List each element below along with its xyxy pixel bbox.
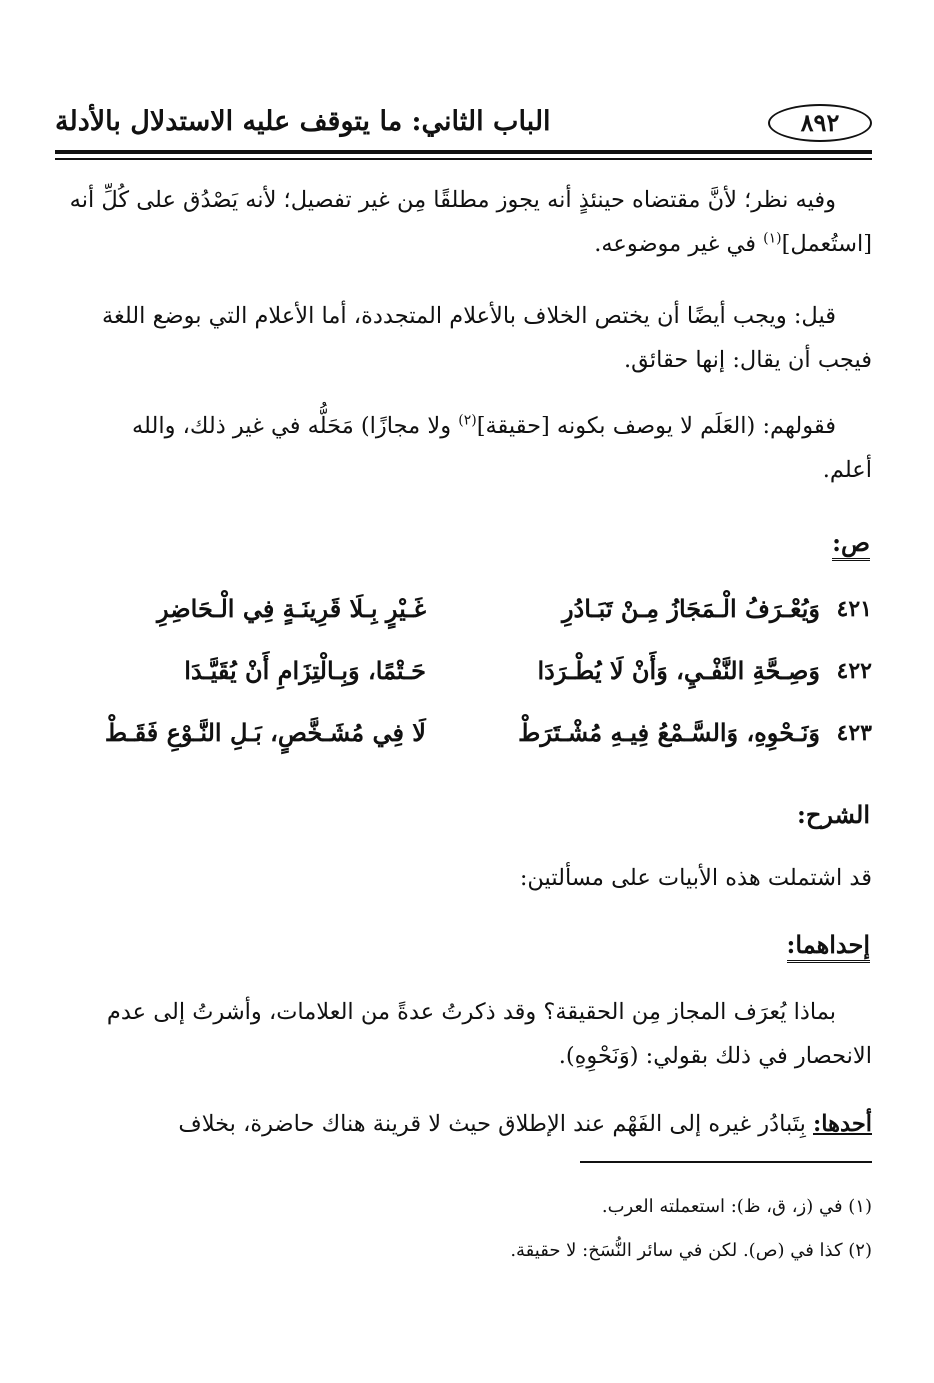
paragraph-3 xyxy=(56,404,872,492)
paragraph-2 xyxy=(56,294,872,382)
paragraph-3-line-1: فقولهم: (العَلَم لا يوصف بكونه [حقيقة]$^{(٢)}$ ولا مجازًا) مَحَلُّه في غير ذلك، والله xyxy=(131,412,836,439)
paragraph-5-line-2: الانحصار في ذلك بقولي: (وَنَحْوِهِ). xyxy=(558,1043,872,1069)
heading-commentary: الشرح: xyxy=(797,800,870,829)
verse-number: ٤٢٢ xyxy=(836,658,872,684)
verse-number: ٤٢١ xyxy=(836,596,872,622)
footnote-separator xyxy=(580,1161,872,1163)
paragraph-4 xyxy=(56,856,872,900)
paragraph-4-line-1: قد اشتملت هذه الأبيات على مسألتين: xyxy=(519,865,872,891)
verse-first-hemistich: وَيُعْـرَفُ الْـمَجَازُ مِـنْ تَبَـادُرِ xyxy=(561,594,820,623)
paragraph-3-line-2: أعلم. xyxy=(822,457,872,483)
running-title: الباب الثاني: ما يتوقف عليه الاستدلال بالأدلة xyxy=(55,106,551,137)
paragraph-2-line-1: قيل: ويجب أيضًا أن يختص الخلاف بالأعلام المتجددة، أما الأعلام التي بوضع اللغة xyxy=(101,303,836,329)
paragraph-1 xyxy=(56,178,872,266)
page-header xyxy=(55,104,872,150)
first-sign-label: أحدها: xyxy=(813,1111,872,1137)
paragraph-5 xyxy=(56,990,872,1078)
verse-423 xyxy=(56,714,872,764)
paragraph-6 xyxy=(56,1102,872,1146)
heading-text: ص: xyxy=(832,528,870,561)
verse-first-hemistich: وَنَـحْوِهِ، وَالسَّـمْعُ فِيـهِ مُشْـتَرَطْ xyxy=(518,718,820,747)
page-number: ٨٩٢ xyxy=(768,104,872,142)
footnote-ref-2: (٢) xyxy=(458,412,477,429)
paragraph-2-line-2: فيجب أن يقال: إنها حقائق. xyxy=(623,347,872,373)
heading-first-issue: إحداهما: xyxy=(787,930,870,963)
paragraph-1-line-2: [استُعمل]$^{(١)}$ في غير موضوعه. xyxy=(594,230,872,257)
verse-second-hemistich: غَـيْرٍ بِـلَا قَرِينَـةٍ فِي الْـحَاضِرِ xyxy=(157,594,426,623)
footnote-1: (١) في (ز، ق، ظ): استعملته العرب. xyxy=(601,1196,872,1217)
verse-second-hemistich: حَـتْمًا، وَبِـالْتِزَامِ أَنْ يُقَيَّـدَا xyxy=(184,656,426,685)
verse-first-hemistich: وَصِـحَّةِ النَّفْـيِ، وَأَنْ لَا يُطْـرَدَا xyxy=(537,656,820,685)
verse-421 xyxy=(56,590,872,640)
header-rule-thick xyxy=(55,150,872,154)
footnote-ref-1: (١) xyxy=(763,230,782,247)
verse-422 xyxy=(56,652,872,702)
paragraph-5-line-1: بماذا يُعرَف المجاز مِن الحقيقة؟ وقد ذكرتُ عدةً من العلامات، وأشرتُ إلى عدم xyxy=(106,999,836,1025)
paragraph-1-line-1: وفيه نظر؛ لأنَّ مقتضاه حينئذٍ أنه يجوز مطلقًا مِن غير تفصيل؛ لأنه يَصْدُق على كُلِّ أنه xyxy=(69,187,836,213)
verse-second-hemistich: لَا فِي مُشَـخَّصٍ، بَـلِ النَّـوْعِ فَقَـطْ xyxy=(104,718,426,747)
verse-number: ٤٢٣ xyxy=(836,720,872,746)
header-rule-thin xyxy=(55,158,872,160)
paragraph-6-line-1: أحدها: بِتَبادُر غيره إلى الفَهْم عند الإطلاق حيث لا قرينة هناك حاضرة، بخلاف xyxy=(178,1111,872,1137)
footnote-2: (٢) كذا في (ص). لكن في سائر النُّسَخ: لا حقيقة. xyxy=(510,1240,872,1261)
